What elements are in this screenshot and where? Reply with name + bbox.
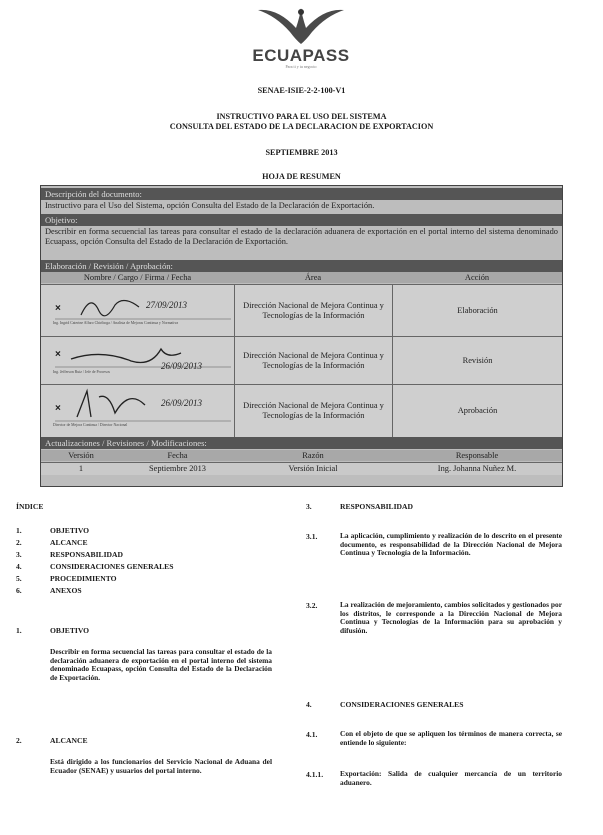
col-date: Fecha bbox=[167, 451, 188, 460]
updates-row bbox=[41, 462, 562, 475]
section-3-1-number: 3.1. bbox=[306, 532, 318, 541]
section-2-number: 2. bbox=[16, 736, 22, 745]
handwritten-signature bbox=[41, 385, 234, 437]
summary-table bbox=[40, 185, 563, 487]
document-date: SEPTIEMBRE 2013 bbox=[265, 148, 338, 157]
handwritten-signature bbox=[41, 285, 234, 337]
updates-column-headers bbox=[41, 450, 562, 461]
signature-cell: × 27/09/2013 Ing. Ingrid Caterine Alfaro Chiriboga / Analista de Mejoras Continua y Normativa bbox=[41, 285, 234, 337]
cell-reason: Versión Inicial bbox=[288, 464, 338, 473]
elaboration-heading: Elaboración / Revisión / Aprobación: bbox=[41, 260, 562, 272]
approval-row bbox=[41, 384, 562, 437]
index-num: 1. bbox=[16, 526, 22, 535]
condor-icon bbox=[256, 6, 346, 48]
section-4-1-1-number: 4.1.1. bbox=[306, 770, 324, 779]
ecuapass-logo bbox=[226, 6, 376, 68]
signature-date: 26/09/2013 bbox=[161, 398, 203, 408]
section-4-title: CONSIDERACIONES GENERALES bbox=[340, 700, 464, 709]
description-text: Instructivo para el Uso del Sistema, opción Consulta del Estado de la Declaración de Exportación. bbox=[45, 201, 375, 210]
area-cell: Dirección Nacional de Mejora Continua y Tecnologías de la Información bbox=[234, 337, 392, 385]
area-cell: Dirección Nacional de Mejora Continua y Tecnologías de la Información bbox=[234, 285, 392, 337]
index-item: ALCANCE bbox=[50, 538, 88, 547]
signature-caption: Ing. Ingrid Caterine Alfaro Chiriboga / Analista de Mejoras Continua y Normativa bbox=[53, 321, 179, 325]
section-4-1-text: Con el objeto de que se apliquen los términos de manera correcta, se entiende lo siguiente: bbox=[340, 729, 562, 747]
signature-caption: Director de Mejora Continua / Director Nacional bbox=[53, 423, 128, 427]
col-area: Área bbox=[304, 273, 322, 282]
signature-date: 26/09/2013 bbox=[161, 361, 203, 371]
approval-column-headers bbox=[41, 272, 562, 283]
signature-cell: × 26/09/2013 Director de Mejora Continua / Director Nacional bbox=[41, 385, 234, 437]
index-item: ANEXOS bbox=[50, 586, 82, 595]
section-2-title: ALCANCE bbox=[50, 736, 88, 745]
updates-heading: Actualizaciones / Revisiones / Modificaciones: bbox=[41, 437, 562, 449]
section-1-number: 1. bbox=[16, 626, 22, 635]
section-3-title: RESPONSABILIDAD bbox=[340, 502, 414, 511]
cell-responsible: Ing. Johanna Nuñez M. bbox=[437, 464, 517, 473]
section-3-number: 3. bbox=[306, 502, 312, 511]
approval-row bbox=[41, 284, 562, 337]
approval-row bbox=[41, 336, 562, 385]
index-num: 4. bbox=[16, 562, 22, 571]
col-name: Nombre / Cargo / Firma / Fecha bbox=[83, 273, 192, 282]
title-line-1: INSTRUCTIVO PARA EL USO DEL SISTEMA bbox=[216, 112, 387, 121]
cell-version: 1 bbox=[78, 464, 84, 473]
section-4-1-number: 4.1. bbox=[306, 730, 318, 739]
signature-caption: Ing. Jefferson Ruiz / Jefe de Procesos bbox=[53, 370, 110, 374]
cell-date: Septiembre 2013 bbox=[149, 464, 206, 473]
index-item: CONSIDERACIONES GENERALES bbox=[50, 562, 174, 571]
index-item: RESPONSABILIDAD bbox=[50, 550, 124, 559]
col-responsible: Responsable bbox=[455, 451, 499, 460]
objective-text: Describir en forma secuencial las tareas para consultar el estado de la declaración aduanera de exportación en el portal interno del sistema denominado Ecuapass, opción Consulta del Estado de la Declaración de Exportación. bbox=[45, 227, 558, 246]
action-cell: Revisión bbox=[392, 337, 562, 385]
index-title: ÍNDICE bbox=[16, 502, 44, 511]
section-4-1-1-text: Exportación: Salida de cualquier mercancía de un territorio aduanero. bbox=[340, 769, 562, 787]
logo-brand: ECUAPASS bbox=[252, 46, 350, 65]
section-3-2-number: 3.2. bbox=[306, 601, 318, 610]
signature-date: 27/09/2013 bbox=[146, 300, 188, 310]
index-item: OBJETIVO bbox=[50, 526, 90, 535]
section-3-2-text: La realización de mejoramiento, cambios solicitados y gestionados por los distritos, le corresponde a la Dirección Nacional de Mejora Continua y Tecnologías de la Información para su aprobación y difusión. bbox=[340, 600, 562, 636]
index-num: 5. bbox=[16, 574, 22, 583]
document-code: SENAE-ISIE-2-2-100-V1 bbox=[257, 86, 346, 95]
index-num: 3. bbox=[16, 550, 22, 559]
section-3-1-text: La aplicación, cumplimiento y realización de lo descrito en el presente documento, es responsabilidad de la Dirección Nacional de Mejora Continua y Tecnología de la Información. bbox=[340, 531, 562, 558]
objective-heading: Objetivo: bbox=[41, 214, 562, 226]
index-num: 2. bbox=[16, 538, 22, 547]
description-heading: Descripción del documento: bbox=[41, 188, 562, 200]
section-1-text: Describir en forma secuencial las tareas para consultar el estado de la declaración aduanera de exportación en el portal interno del sistema denominado Ecuapass, opción Consulta del Estado de la Declaración de Exportación. bbox=[50, 647, 272, 683]
col-version: Versión bbox=[68, 451, 94, 460]
logo-tagline: Para ti y tu negocio bbox=[285, 64, 317, 69]
index-item: PROCEDIMIENTO bbox=[50, 574, 117, 583]
signature-cell: × 26/09/2013 Ing. Jefferson Ruiz / Jefe de Procesos bbox=[41, 337, 234, 385]
col-reason: Razón bbox=[302, 451, 324, 460]
section-2-text: Está dirigido a los funcionarios del Servicio Nacional de Aduana del Ecuador (SENAE) y usuarios del portal interno. bbox=[50, 757, 272, 775]
handwritten-signature bbox=[41, 337, 234, 385]
action-cell: Aprobación bbox=[392, 385, 562, 437]
col-action: Acción bbox=[464, 273, 490, 282]
title-line-2: CONSULTA DEL ESTADO DE LA DECLARACION DE EXPORTACION bbox=[169, 122, 434, 131]
index-num: 6. bbox=[16, 586, 22, 595]
section-4-number: 4. bbox=[306, 700, 312, 709]
area-cell: Dirección Nacional de Mejora Continua y Tecnologías de la Información bbox=[234, 385, 392, 437]
action-cell: Elaboración bbox=[392, 285, 562, 337]
section-1-title: OBJETIVO bbox=[50, 626, 90, 635]
summary-heading: HOJA DE RESUMEN bbox=[262, 172, 341, 181]
